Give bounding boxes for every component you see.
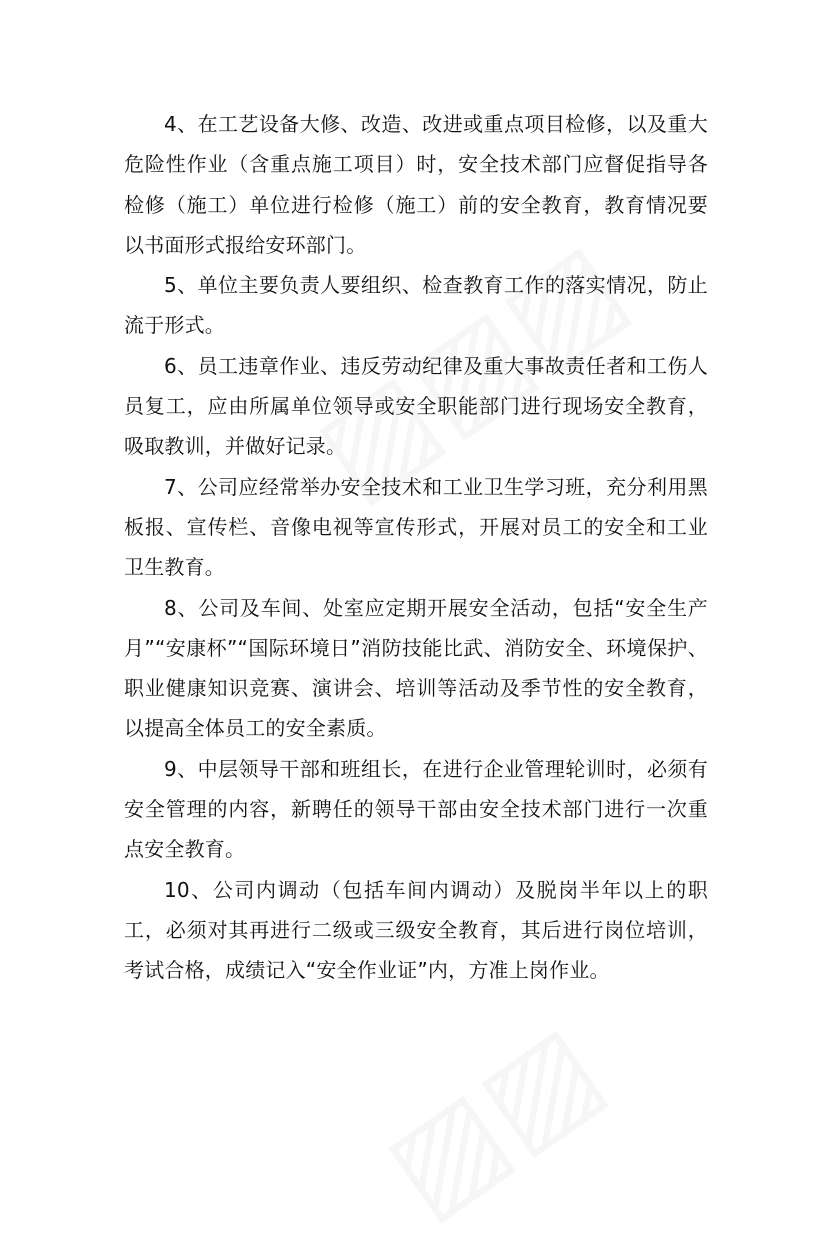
document-body bbox=[124, 104, 708, 991]
paragraph-8: 8、公司及车间、处室应定期开展安全活动，包括“安全生产月”“安康杯”“国际环境日”消防技能比武、消防安全、环境保护、职业健康知识竞赛、演讲会、培训等活动及季节性的安全教育，以提高全体员工的安全素质。 bbox=[124, 595, 708, 741]
paragraph-10: 10、公司内调动（包括车间内调动）及脱岗半年以上的职工，必须对其再进行二级或三级安全教育，其后进行岗位培训，考试合格，成绩记入“安全作业证”内，方准上岗作业。 bbox=[124, 877, 708, 983]
watermark bbox=[361, 998, 626, 1241]
paragraph-5: 5、单位主要负责人要组织、检查教育工作的落实情况，防止流于形式。 bbox=[124, 273, 708, 338]
paragraph-6: 6、员工违章作业、违反劳动纪律及重大事故责任者和工伤人员复工，应由所属单位领导或安全职能部门进行现场安全教育，吸取教训，并做好记录。 bbox=[124, 353, 708, 459]
paragraph-7: 7、公司应经常举办安全技术和工业卫生学习班，充分利用黑板报、宣传栏、音像电视等宣传形式，开展对员工的安全和工业卫生教育。 bbox=[124, 474, 708, 580]
paragraph-9: 9、中层领导干部和班组长，在进行企业管理轮训时，必须有安全管理的内容，新聘任的领导干部由安全技术部门进行一次重点安全教育。 bbox=[124, 756, 708, 862]
paragraph-4: 4、在工艺设备大修、改造、改进或重点项目检修，以及重大危险性作业（含重点施工项目）时，安全技术部门应督促指导各检修（施工）单位进行检修（施工）前的安全教育，教育情况要以书面形式报给安环部门。 bbox=[124, 112, 708, 257]
